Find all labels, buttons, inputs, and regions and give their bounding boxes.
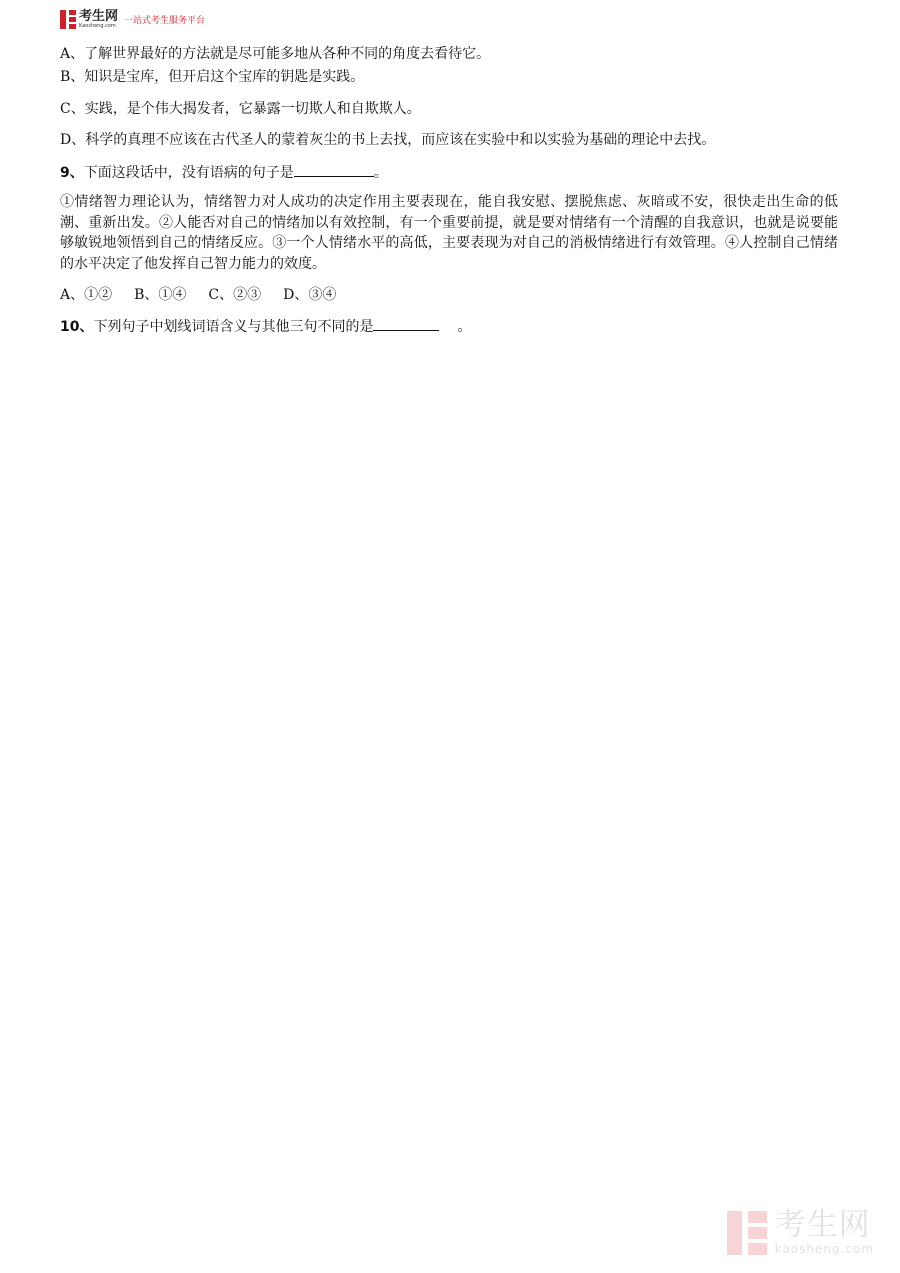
q9-stem: 下面这段话中，没有语病的句子是 [83, 165, 294, 181]
q8-option-a: A、了解世界最好的方法就是尽可能多地从各种不同的角度去看待它。 [60, 46, 491, 62]
q9-stem-end: 。 [373, 165, 388, 181]
logo-icon [60, 10, 76, 29]
site-tagline: 一站式考生服务平台 [124, 15, 206, 26]
q10-number: 10、 [60, 319, 94, 335]
watermark-logo-icon [727, 1211, 767, 1255]
q9-options [60, 285, 358, 305]
q9-number: 9、 [60, 165, 84, 181]
watermark-name: 考生网 [774, 1207, 871, 1243]
q9-answer-blank[interactable] [294, 162, 374, 177]
logo-domain: Kaosheng.com [79, 22, 116, 29]
q9-option-a: A、①② [60, 287, 113, 303]
watermark-domain: kaosheng.com [774, 1242, 874, 1256]
watermark [727, 1207, 874, 1256]
watermark-text [774, 1207, 874, 1256]
q10-answer-blank[interactable] [373, 316, 439, 331]
q9-option-d: D、③④ [283, 287, 337, 303]
logo [79, 10, 118, 29]
q10-stem-line [60, 316, 471, 337]
q9-passage: ①情绪智力理论认为，情绪智力对人成功的决定作用主要表现在，能自我安慰、摆脱焦虑、灰暗或不安，很快走出生命的低潮、重新出发。②人能否对自己的情绪加以有效控制，有一个重要前提，就是要对情绪有一个清醒的自我意识，也就是说要能够敏锐地领悟到自己的情绪反应。③一个人情绪水平的高低，主要表现为对自己的消极情绪进行有效管理。④人控制自己情绪的水平决定了他发挥自己智力能力的效度。 [60, 194, 838, 272]
logo-name: 考生网 [79, 8, 119, 24]
q10-stem: 下列句子中划线词语含义与其他三句不同的是 [93, 319, 374, 335]
q8-option-c: C、实践，是个伟大揭发者，它暴露一切欺人和自欺欺人。 [60, 101, 421, 117]
q8-option-d: D、科学的真理不应该在古代圣人的蒙着灰尘的书上去找，而应该在实验中和以实验为基础的理论中去找。 [60, 132, 716, 148]
q9-option-c: C、②③ [208, 287, 262, 303]
q9-stem-line [60, 162, 388, 183]
q10-stem-end: 。 [457, 319, 472, 335]
q8-option-b: B、知识是宝库，但开启这个宝库的钥匙是实践。 [60, 69, 365, 85]
site-header [60, 8, 205, 30]
q9-option-b: B、①④ [134, 287, 187, 303]
